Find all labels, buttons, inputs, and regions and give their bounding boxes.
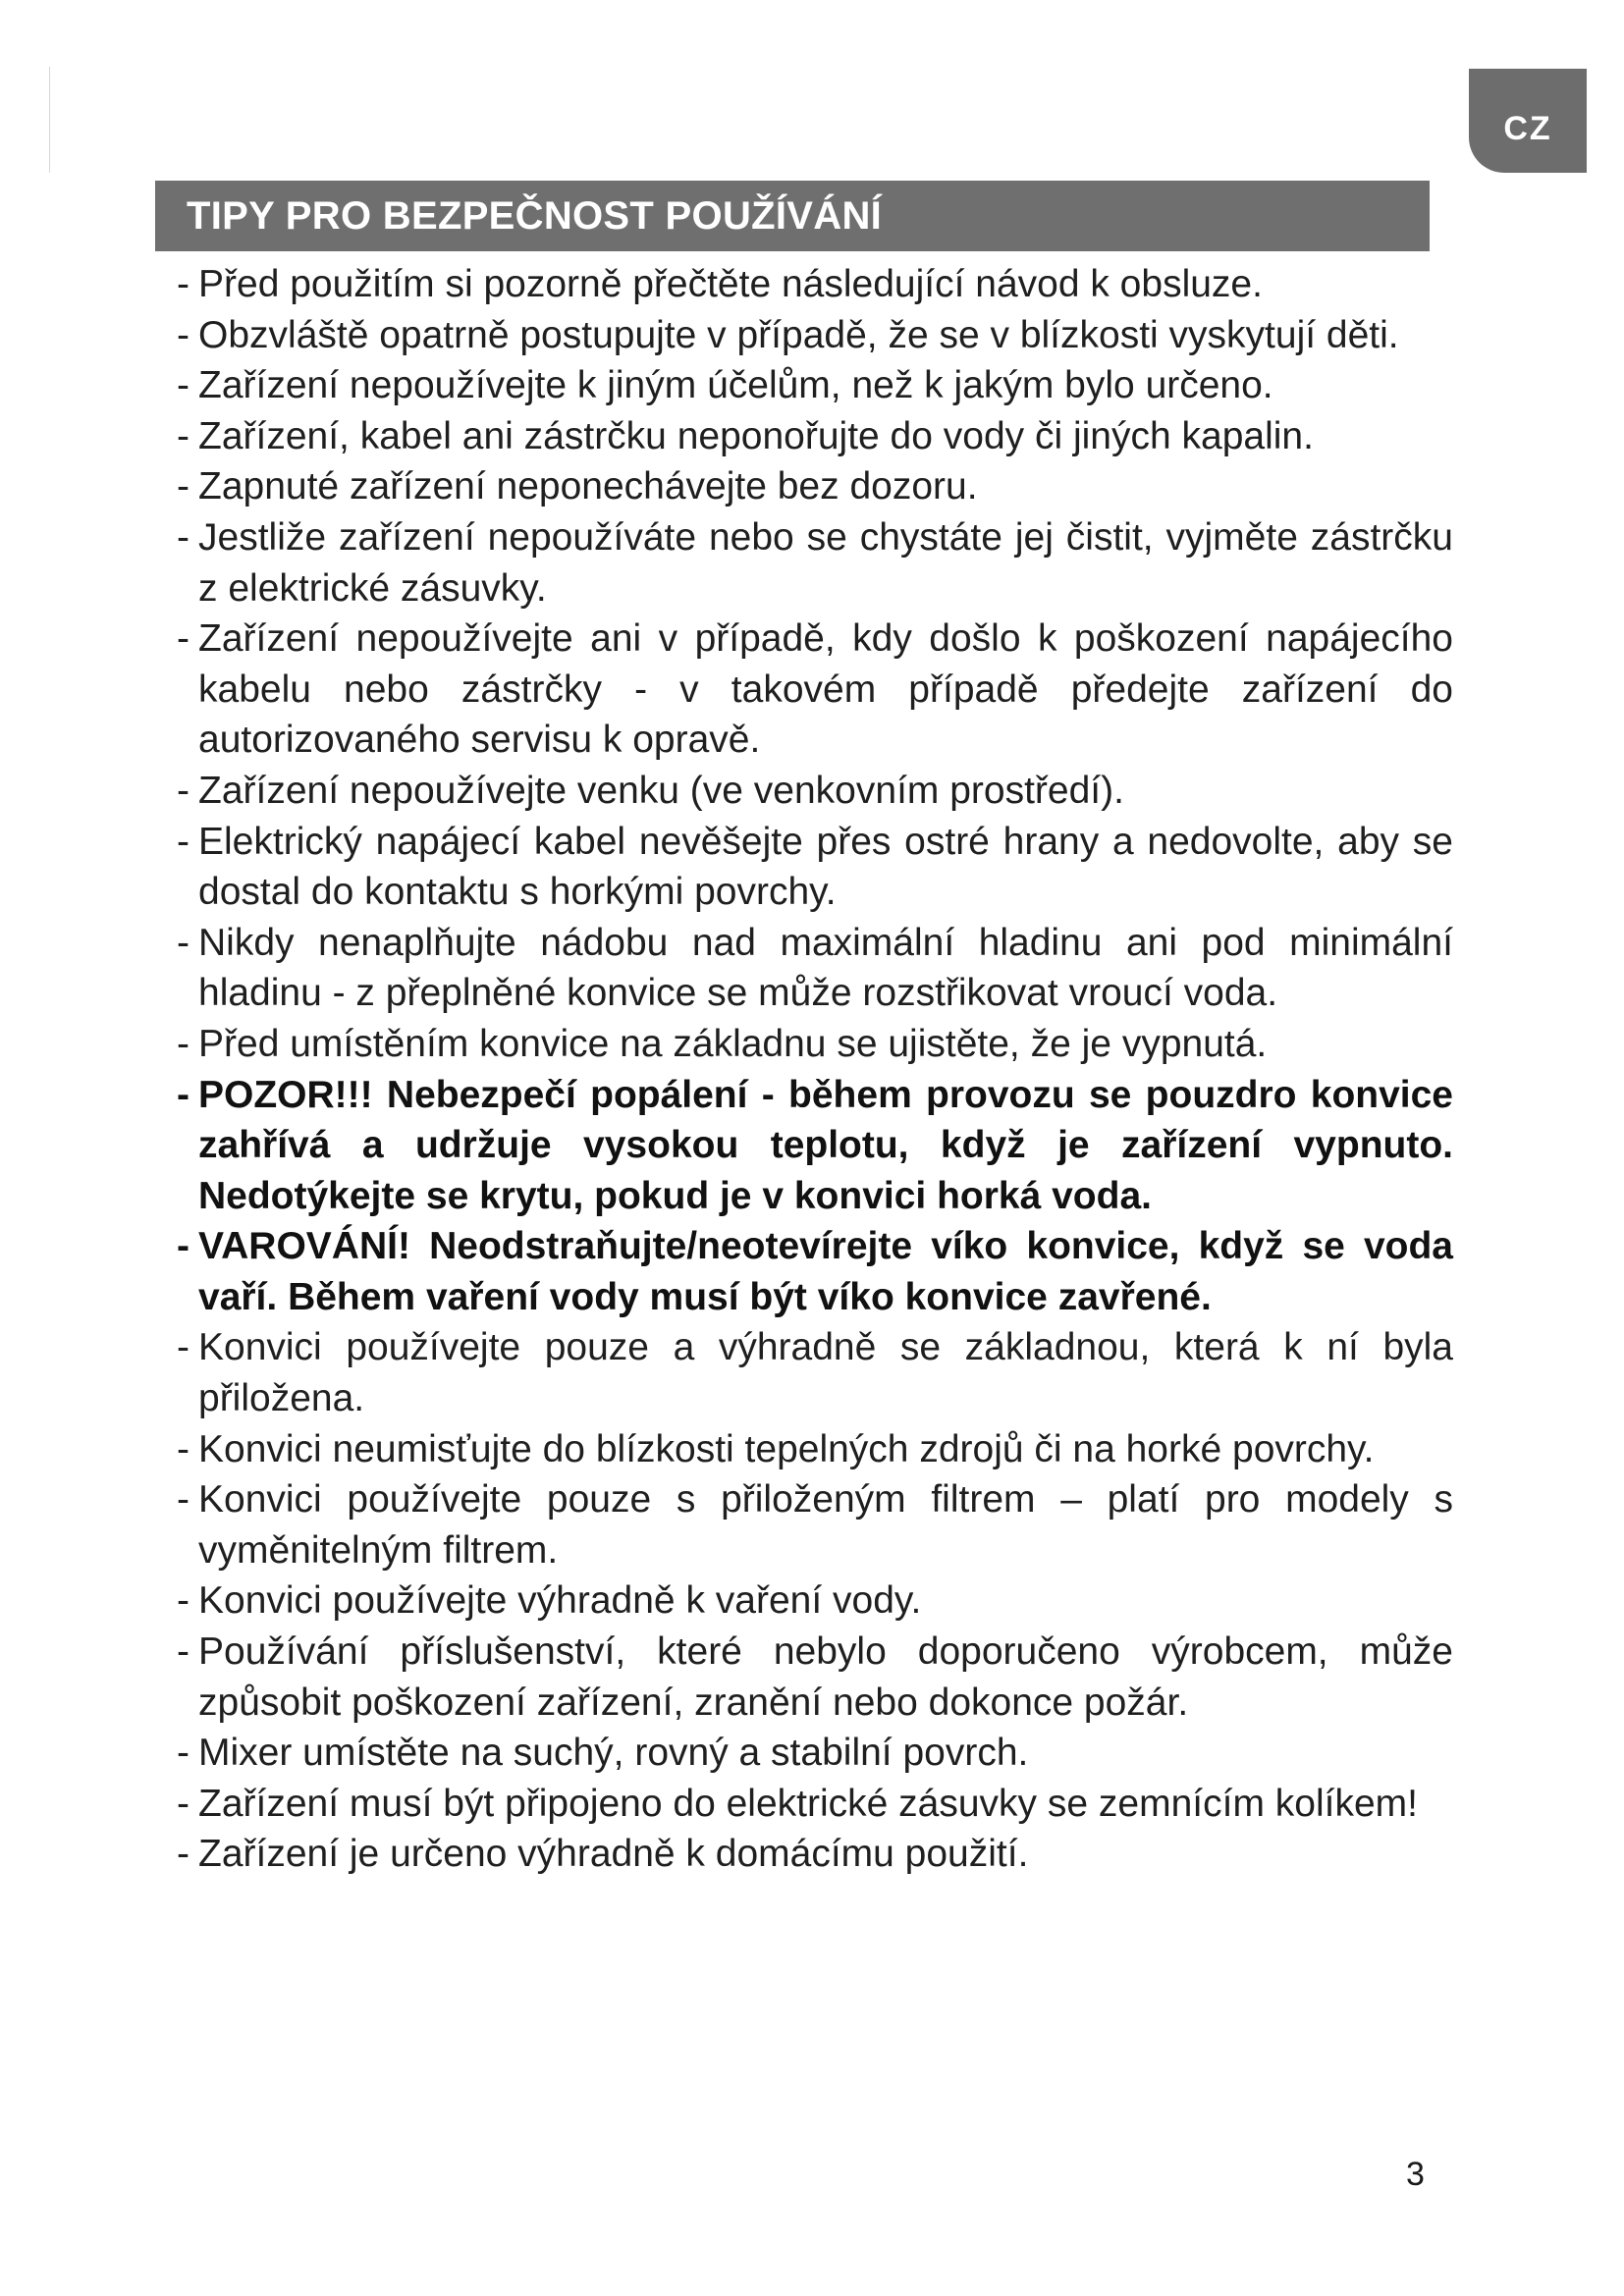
list-dash: - <box>177 1073 189 1116</box>
list-item-text: Jestliže zařízení nepoužíváte nebo se chystáte jej čistit, vyjměte zástrčku z elektrické zásuvky. <box>198 515 1453 610</box>
list-item <box>177 918 1453 1019</box>
list-item-text: Zapnuté zařízení neponechávejte bez dozoru. <box>198 465 978 508</box>
list-dash: - <box>177 1225 189 1268</box>
list-dash: - <box>177 1579 189 1623</box>
list-item <box>177 1829 1453 1880</box>
page-number: 3 <box>1406 2156 1425 2193</box>
list-item-text: Používání příslušenství, které nebylo doporučeno výrobcem, může způsobit poškození zařízení, zranění nebo dokonce požár. <box>198 1630 1453 1724</box>
list-item <box>177 1779 1453 1830</box>
list-item <box>177 461 1453 512</box>
section-header <box>155 181 1430 251</box>
list-item <box>177 1474 1453 1575</box>
list-dash: - <box>177 617 189 661</box>
safety-tips-list <box>177 259 1453 1880</box>
list-item <box>177 1728 1453 1779</box>
list-dash: - <box>177 1782 189 1825</box>
list-item-text: VAROVÁNÍ! Neodstraňujte/neotevírejte víko konvice, když se voda vaří. Během vaření vody musí být víko konvice zavřené. <box>198 1225 1453 1318</box>
list-item-text: Konvici používejte pouze a výhradně se základnou, která k ní byla přiložena. <box>198 1326 1453 1420</box>
list-item <box>177 1221 1453 1322</box>
list-item <box>177 512 1453 614</box>
list-item-text: Zařízení nepoužívejte k jiným účelům, než k jakým bylo určeno. <box>198 364 1273 407</box>
list-item <box>177 310 1453 361</box>
list-item-text: Konvici používejte výhradně k vaření vody. <box>198 1579 922 1623</box>
list-item-text: Zařízení nepoužívejte venku (ve venkovním prostředí). <box>198 769 1124 812</box>
list-dash: - <box>177 1427 189 1470</box>
list-dash: - <box>177 921 189 964</box>
list-item-text: Před umístěním konvice na základnu se ujistěte, že je vypnutá. <box>198 1022 1268 1065</box>
list-item-text: Nikdy nenaplňujte nádobu nad maximální hladinu ani pod minimální hladinu - z přeplněné konvice se může rozstřikovat vroucí voda. <box>198 921 1453 1015</box>
list-dash: - <box>177 820 189 863</box>
list-item <box>177 1627 1453 1728</box>
list-item-text: Zařízení nepoužívejte ani v případě, kdy došlo k poškození napájecího kabelu nebo zástrčky - v takovém případě předejte zařízení do autorizovaného servisu k opravě. <box>198 617 1453 762</box>
list-item <box>177 259 1453 310</box>
section-title: TIPY PRO BEZPEČNOST POUŽÍVÁNÍ <box>187 194 883 238</box>
list-dash: - <box>177 263 189 305</box>
list-dash: - <box>177 1732 189 1775</box>
list-dash: - <box>177 769 189 812</box>
list-item-text: POZOR!!! Nebezpečí popálení - během provozu se pouzdro konvice zahřívá a udržuje vysokou teplotu, když je zařízení vypnuto. Nedotýkejte se krytu, pokud je v konvici horká voda. <box>198 1073 1453 1217</box>
margin-rule <box>49 67 50 173</box>
list-dash: - <box>177 1630 189 1674</box>
list-item <box>177 1322 1453 1423</box>
list-item-text: Konvici neumisťujte do blízkosti tepelných zdrojů či na horké povrchy. <box>198 1427 1375 1470</box>
list-dash: - <box>177 1478 189 1522</box>
list-item-text: Zařízení je určeno výhradně k domácímu použití. <box>198 1833 1029 1876</box>
list-item <box>177 766 1453 817</box>
list-dash: - <box>177 364 189 407</box>
language-tab-label: CZ <box>1503 109 1552 147</box>
list-item <box>177 360 1453 411</box>
list-item-text: Obzvláště opatrně postupujte v případě, že se v blízkosti vyskytují děti. <box>198 313 1399 356</box>
list-item-text: Mixer umístěte na suchý, rovný a stabilní povrch. <box>198 1732 1029 1775</box>
list-item <box>177 411 1453 462</box>
list-item <box>177 1575 1453 1627</box>
list-item <box>177 614 1453 766</box>
list-dash: - <box>177 313 189 356</box>
list-dash: - <box>177 465 189 508</box>
list-dash: - <box>177 515 189 559</box>
list-dash: - <box>177 1326 189 1369</box>
list-item-text: Zařízení musí být připojeno do elektrické zásuvky se zemnícím kolíkem! <box>198 1782 1418 1825</box>
list-dash: - <box>177 414 189 457</box>
list-item <box>177 1424 1453 1475</box>
list-item <box>177 817 1453 918</box>
list-item-text: Elektrický napájecí kabel nevěšejte přes ostré hrany a nedovolte, aby se dostal do kontaktu s horkými povrchy. <box>198 820 1453 914</box>
list-dash: - <box>177 1022 189 1065</box>
list-item-text: Zařízení, kabel ani zástrčku neponořujte do vody či jiných kapalin. <box>198 414 1314 457</box>
list-item-text: Konvici používejte pouze s přiloženým filtrem – platí pro modely s vyměnitelným filtrem. <box>198 1478 1453 1572</box>
list-item <box>177 1019 1453 1070</box>
list-item <box>177 1070 1453 1222</box>
language-tab <box>1469 69 1587 173</box>
list-dash: - <box>177 1833 189 1876</box>
list-item-text: Před použitím si pozorně přečtěte následující návod k obsluze. <box>198 263 1263 305</box>
